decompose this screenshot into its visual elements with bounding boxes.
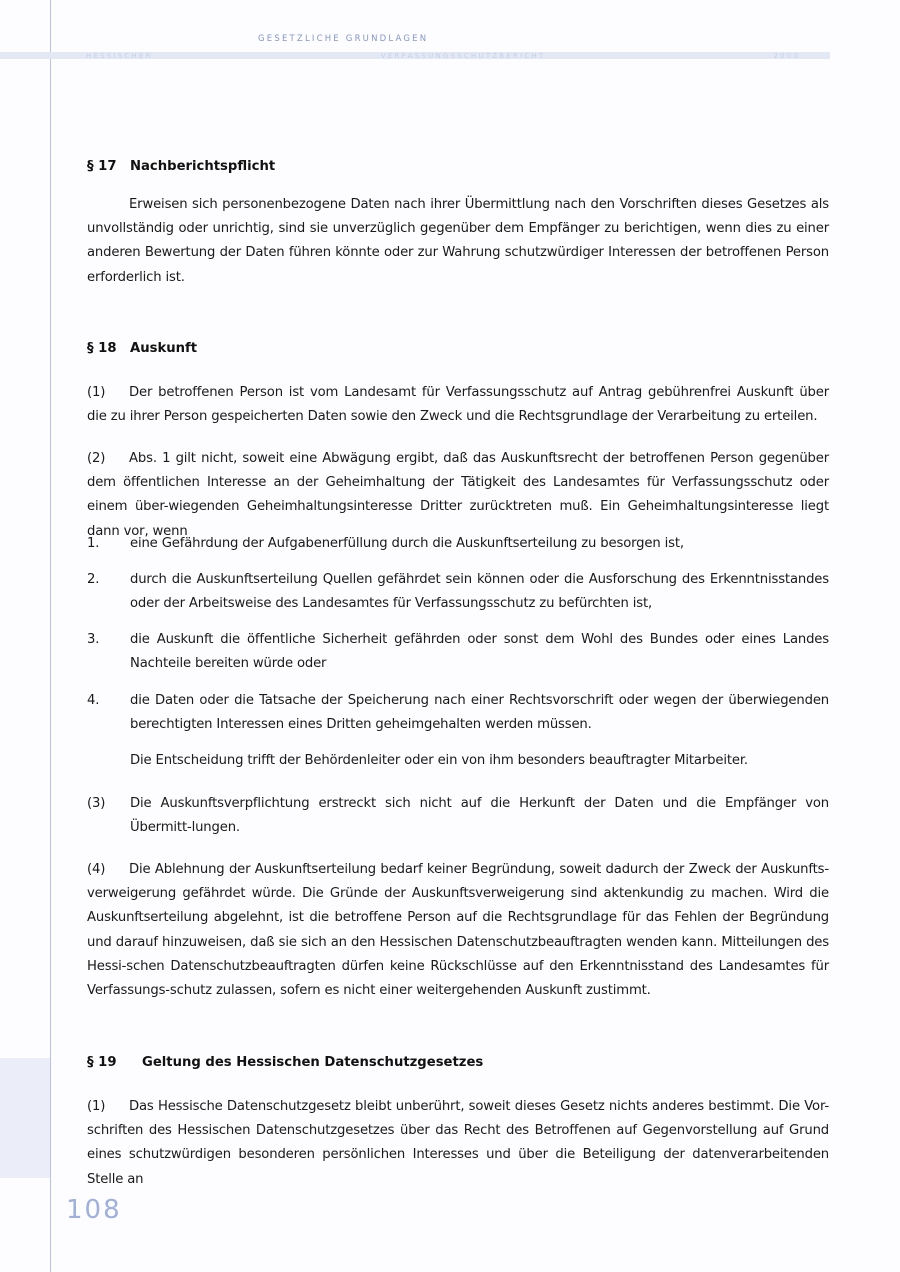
paragraph-4: [87, 858, 829, 1003]
band-word: 2 0 0 0: [773, 52, 798, 60]
side-tab: [0, 1058, 50, 1178]
paragraph-label: (3): [87, 796, 106, 811]
list-item: [87, 568, 829, 616]
running-head: GESETZLICHE GRUNDLAGEN: [258, 34, 429, 44]
header-band-text: [86, 52, 798, 60]
paragraph-1: [87, 1095, 829, 1192]
list-item-text: eine Gefährdung der Aufgabenerfüllung durch die Auskunftserteilung zu besorgen ist,: [130, 536, 684, 551]
list-item-text: die Daten oder die Tatsache der Speicherung nach einer Rechtsvorschrift oder wegen der überwiegenden berechtigten Interessen eines Dritten geheimgehalten werden müssen.: [130, 693, 829, 733]
band-word: H E S S I S C H E R: [86, 52, 151, 60]
paragraph-label: (4): [87, 862, 106, 877]
list-item: [87, 689, 829, 737]
paragraph: Erweisen sich personenbezogene Daten nach ihrer Übermittlung nach den Vorschriften dieses Gesetzes als unvollständig oder unrichtig, sind sie unverzüglich gegenüber dem Empfänger zu berichtigen, wenn dies zu einer anderen Bewertung der Daten führen könnte oder zur Wahrung schutzwürdiger Interessen der betroffenen Person erforderlich ist.: [87, 197, 829, 285]
section-title: Geltung des Hessischen Datenschutzgesetzes: [142, 1055, 484, 1070]
section-heading-17: [87, 159, 275, 174]
list-item-label: 2.: [87, 572, 100, 587]
section-heading-19: [87, 1055, 483, 1070]
margin-rule: [50, 0, 51, 1272]
list-item: [87, 628, 829, 676]
list-item-label: 3.: [87, 632, 100, 647]
paragraph-label: (1): [87, 1099, 106, 1114]
list-item: [87, 532, 829, 556]
section-heading-18: [87, 341, 197, 356]
paragraph-text: Die Ablehnung der Auskunftserteilung bedarf keiner Begründung, soweit dadurch der Zweck der Auskunfts-verweigerung gefährdet würde. Die Gründe der Auskunftsverweigerung sind aktenkundig zu machen. Wird die Auskunftserteilung abgelehnt, ist die betroffene Person auf die Rechtsgrundlage für das Fehlen der Begründung und darauf hinzuweisen, daß sie sich an den Hessischen Datenschutzbeauftragten wenden kann. Mitteilungen des Hessi-schen Datenschutzbeauftragten dürfen keine Rückschlüsse auf den Erkenntnisstand des Landesamtes für Verfassungs-schutz zulassen, sofern es nicht einer weitergehenden Auskunft zustimmt.: [87, 862, 829, 999]
page-number: 108: [66, 1195, 122, 1225]
paragraph-text: Abs. 1 gilt nicht, soweit eine Abwägung ergibt, daß das Auskunftsrecht der betroffenen Person gegenüber dem öffentlichen Interesse an der Geheimhaltung der Tätigkeit des Landesamtes für Verfassungsschutz oder einem über-wiegenden Geheimhaltungsinteresse Dritter zurücktreten muß. Ein Geheimhaltungsinteresse liegt dann vor, wenn: [87, 451, 829, 539]
paragraph-1: [87, 381, 829, 429]
paragraph-3: [87, 792, 829, 840]
paragraph-text: Der betroffenen Person ist vom Landesamt für Verfassungsschutz auf Antrag gebührenfrei Auskunft über die zu ihrer Person gespeicherten Daten sowie den Zweck und die Rechtsgrundlage der Verarbeitung zu erteilen.: [87, 385, 829, 425]
section-number: § 18: [87, 341, 117, 356]
band-word: V E R F A S S U N G S S C H U T Z B E R I C H T: [380, 52, 544, 60]
section-title: Auskunft: [130, 341, 198, 356]
list-item-label: 1.: [87, 536, 100, 551]
paragraph-label: (1): [87, 385, 106, 400]
list-item-text: die Auskunft die öffentliche Sicherheit gefährden oder sonst dem Wohl des Bundes oder eines Landes Nachteile bereiten würde oder: [130, 632, 829, 672]
section-number: § 17: [87, 159, 117, 174]
paragraph-text: Das Hessische Datenschutzgesetz bleibt unberührt, soweit dieses Gesetz nichts anderes bestimmt. Die Vor-schriften des Hessischen Datenschutzgesetzes über das Recht des Betroffenen auf Gegenvorstellung auf Grund eines schutzwürdigen besonderen persönlichen Interesses und über die Beteiligung der datenverarbeitenden Stelle an: [87, 1099, 829, 1187]
section-number: § 19: [87, 1055, 117, 1070]
list-item-text: durch die Auskunftserteilung Quellen gefährdet sein können oder die Ausforschung des Erkenntnisstandes oder der Arbeitsweise des Landesamtes für Verfassungsschutz zu befürchten ist,: [130, 572, 829, 612]
decision-note: [87, 749, 829, 773]
paragraph-2: [87, 447, 829, 544]
list-item-label: 4.: [87, 693, 100, 708]
section-title: Nachberichtspflicht: [130, 159, 276, 174]
decision-text: Die Entscheidung trifft der Behördenleiter oder ein von ihm besonders beauftragter Mitarbeiter.: [130, 753, 748, 768]
paragraph-label: (2): [87, 451, 106, 466]
paragraph-text: Die Auskunftsverpflichtung erstreckt sich nicht auf die Herkunft der Daten und die Empfänger von Übermitt-lungen.: [130, 796, 829, 836]
